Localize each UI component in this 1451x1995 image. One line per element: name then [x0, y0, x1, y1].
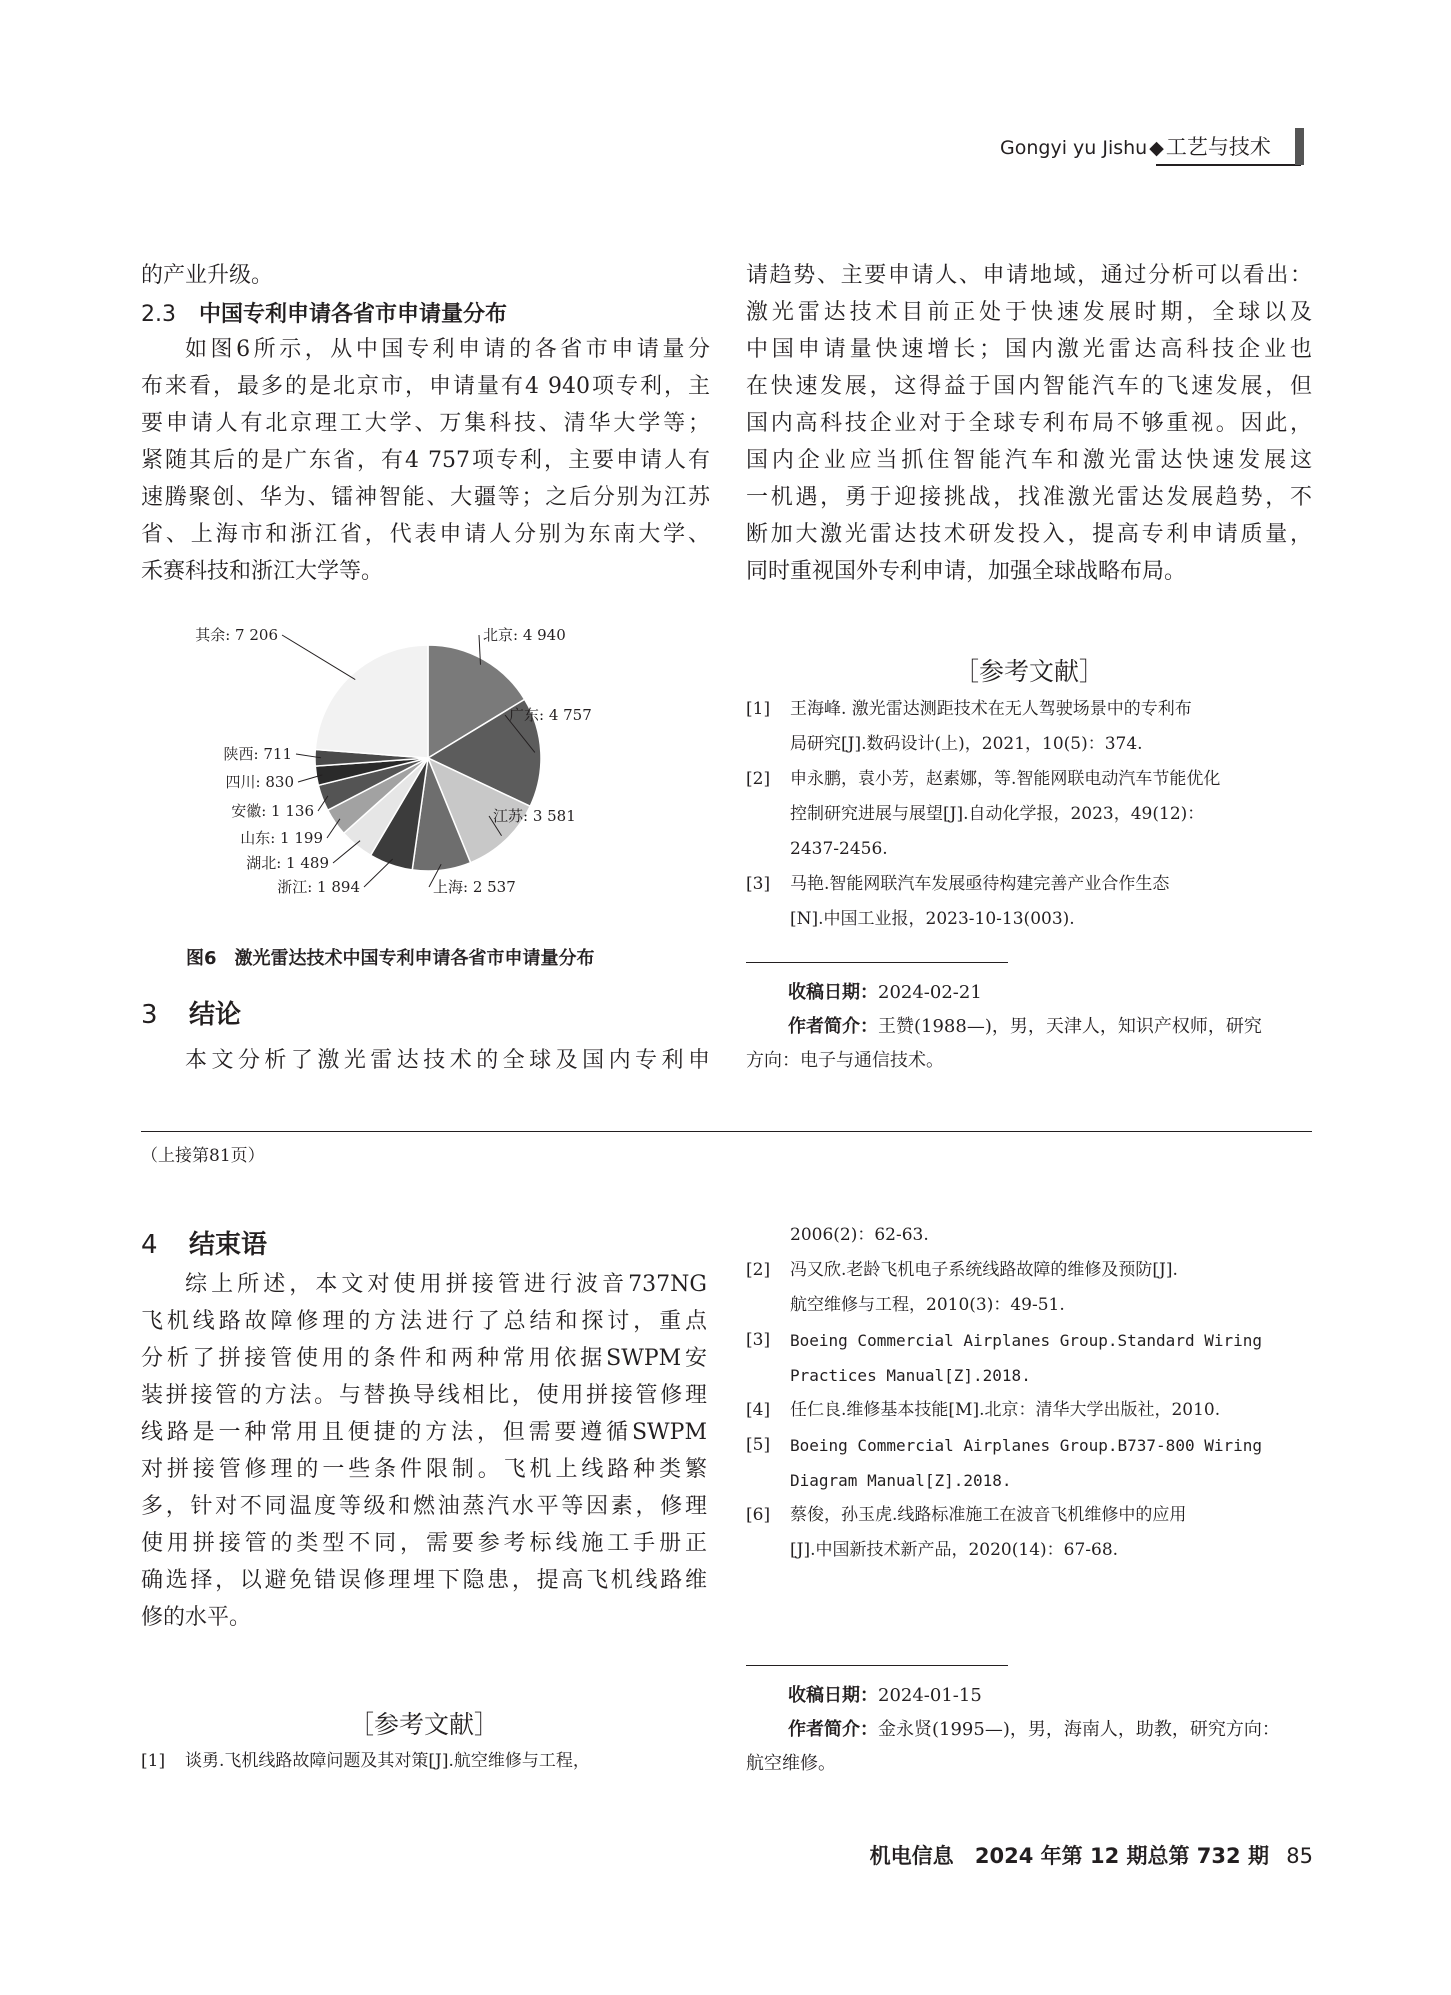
section-2-3-body — [141, 331, 710, 590]
para-line: 请趋势、主要申请人、申请地域，通过分析可以看出： — [746, 263, 1312, 288]
para-line: 在快速发展，这得益于国内智能汽车的飞速发展，但 — [746, 374, 1312, 399]
page-footer — [870, 1840, 1313, 1870]
pie-slice-label: 湖北: 1 489 — [246, 854, 329, 872]
pie-slice-label: 山东: 1 199 — [240, 829, 323, 847]
para-line: 省、上海市和浙江省，代表申请人分别为东南大学、 — [141, 522, 710, 547]
pie-slice-label: 四川: 830 — [225, 773, 294, 791]
pie-slice-label: 安徽: 1 136 — [231, 802, 314, 820]
reference-line: 任仁良.维修基本技能[M].北京：清华大学出版社，2010. — [790, 1400, 1221, 1420]
diamond-icon: ◆ — [1149, 137, 1164, 159]
reference-line: 航空维修与工程，2010(3)：49-51. — [790, 1295, 1065, 1315]
section-number: 2.3 — [141, 302, 176, 327]
author-line: 王赞(1988—)，男，天津人，知识产权师，研究 — [878, 1016, 1262, 1037]
references-list-continued — [746, 1218, 1312, 1568]
para-line: 断加大激光雷达技术研发投入，提高专利申请质量， — [746, 522, 1312, 547]
issue-info: 2024 年第 12 期总第 732 期 — [974, 1844, 1269, 1868]
para-line: 使用拼接管的类型不同，需要参考标线施工手册正 — [141, 1531, 707, 1556]
section-number: 3 — [141, 1000, 158, 1030]
para-line: 本文分析了激光雷达技术的全球及国内专利申 — [185, 1048, 710, 1073]
section-title: 结束语 — [189, 1230, 268, 1260]
reference-item — [746, 1218, 1312, 1253]
received-value: 2024-02-21 — [878, 982, 982, 1003]
reference-item — [746, 867, 1312, 937]
reference-line: [J].中国新技术新产品，2020(14)：67-68. — [790, 1540, 1119, 1560]
reference-number: [1] — [746, 699, 771, 719]
section-heading-4 — [141, 1224, 267, 1261]
para-line: 布来看，最多的是北京市，申请量有4 940项专利，主 — [141, 374, 710, 399]
pie-slice-label: 其余: 7 206 — [195, 626, 278, 644]
running-header — [1000, 131, 1271, 161]
author-info — [746, 1713, 1312, 1781]
para-line: 多，针对不同温度等级和燃油蒸汽水平等因素，修理 — [141, 1494, 707, 1519]
intro-line: 的产业升级。 — [141, 263, 274, 288]
reference-number: [2] — [746, 769, 771, 789]
section-title: 中国专利申请各省市申请量分布 — [199, 302, 508, 327]
author-info — [746, 1010, 1312, 1078]
header-underline — [1156, 164, 1301, 166]
reference-line: Boeing Commercial Airplanes Group.Standard Wiring — [790, 1331, 1263, 1350]
received-label: 收稿日期： — [788, 1685, 878, 1706]
reference-item — [746, 1393, 1312, 1428]
reference-line: Boeing Commercial Airplanes Group.B737-800 Wiring — [790, 1436, 1263, 1455]
pie-chart — [186, 622, 686, 922]
para-line: 同时重视国外专利申请，加强全球战略布局。 — [746, 559, 1187, 584]
reference-number: [2] — [746, 1260, 771, 1280]
reference-item — [746, 762, 1312, 867]
reference-line: 2437-2456. — [790, 839, 888, 859]
author-line: 航空维修。 — [746, 1753, 836, 1774]
journal-name: 机电信息 — [869, 1844, 954, 1868]
header-pinyin: Gongyi yu Jishu — [1000, 137, 1148, 159]
pie-leader-line — [333, 841, 360, 863]
reference-line: 局研究[J].数码设计(上)，2021，10(5)：374. — [790, 734, 1143, 754]
pie-leader-line — [282, 635, 355, 680]
note-divider — [746, 962, 1008, 963]
reference-number: [6] — [746, 1505, 771, 1525]
references-list — [746, 692, 1312, 937]
para-line: 中国申请量快速增长；国内激光雷达高科技企业也 — [746, 337, 1312, 362]
reference-line: 马艳.智能网联汽车发展亟待构建完善产业合作生态 — [790, 874, 1170, 894]
received-value: 2024-01-15 — [878, 1685, 982, 1706]
section-heading-3 — [141, 994, 241, 1031]
author-label: 作者简介： — [788, 1016, 878, 1037]
reference-line: 谈勇.飞机线路故障问题及其对策[J].航空维修与工程， — [185, 1751, 590, 1771]
reference-item — [746, 692, 1312, 762]
para-line: 综上所述，本文对使用拼接管进行波音737NG — [185, 1272, 707, 1297]
section-title: 结论 — [189, 1000, 242, 1030]
para-line: 一机遇，勇于迎接挑战，找准激光雷达发展趋势，不 — [746, 485, 1312, 510]
para-line: 修的水平。 — [141, 1605, 252, 1630]
section-3-body — [141, 1042, 710, 1079]
para-line: 装拼接管的方法。与替换导线相比，使用拼接管修理 — [141, 1383, 707, 1408]
reference-number: [3] — [746, 1330, 771, 1350]
para-line: 国内企业应当抓住智能汽车和激光雷达快速发展这 — [746, 448, 1312, 473]
references-title: ［参考文献］ — [348, 1710, 499, 1739]
para-line: 线路是一种常用且便捷的方法，但需要遵循SWPM — [141, 1420, 707, 1445]
reference-item — [746, 1428, 1312, 1498]
author-line: 金永贤(1995—)，男，海南人，助教，研究方向： — [878, 1719, 1280, 1740]
top-left-column — [141, 257, 710, 294]
para-line: 要申请人有北京理工大学、万集科技、清华大学等； — [141, 411, 710, 436]
header-bar — [1295, 128, 1304, 165]
article-divider — [141, 1131, 1312, 1132]
pie-leader-line — [364, 859, 393, 887]
pie-leader-line — [327, 819, 340, 838]
para-line: 国内高科技企业对于全球专利布局不够重视。因此， — [746, 411, 1312, 436]
top-right-column — [746, 257, 1312, 590]
para-line: 紧随其后的是广东省，有4 757项专利，主要申请人有 — [141, 448, 710, 473]
pie-slice-label: 陕西: 711 — [223, 745, 292, 763]
reference-line: 冯又欣.老龄飞机电子系统线路故障的维修及预防[J]. — [790, 1260, 1178, 1280]
reference-number: [3] — [746, 874, 771, 894]
reference-number: [1] — [141, 1751, 166, 1771]
para-line: 对拼接管修理的一些条件限制。飞机上线路种类繁 — [141, 1457, 707, 1482]
section-4-body — [141, 1266, 707, 1636]
continued-note: （上接第81页） — [141, 1146, 265, 1166]
para-line: 确选择，以避免错误修理埋下隐患，提高飞机线路维 — [141, 1568, 707, 1593]
received-date — [788, 1681, 982, 1707]
author-label: 作者简介： — [788, 1719, 878, 1740]
references-list — [141, 1744, 707, 1779]
reference-line: 2006(2)：62-63. — [790, 1225, 929, 1245]
pie-slice-label: 北京: 4 940 — [483, 626, 566, 644]
received-date — [788, 978, 982, 1004]
section-number: 4 — [141, 1230, 158, 1260]
author-line: 方向：电子与通信技术。 — [746, 1050, 944, 1071]
para-line: 如图6所示，从中国专利申请的各省市申请量分 — [185, 337, 710, 362]
para-line: 飞机线路故障修理的方法进行了总结和探讨，重点 — [141, 1309, 707, 1334]
note-divider — [746, 1665, 1008, 1666]
received-label: 收稿日期： — [788, 982, 878, 1003]
reference-line: 控制研究进展与展望[J].自动化学报，2023，49(12)： — [790, 804, 1205, 824]
reference-line: Diagram Manual[Z].2018. — [790, 1471, 1012, 1490]
para-line: 分析了拼接管使用的条件和两种常用依据SWPM安 — [141, 1346, 707, 1371]
section-heading-2-3 — [141, 297, 507, 328]
reference-number: [4] — [746, 1400, 771, 1420]
pie-slice-label: 浙江: 1 894 — [277, 878, 360, 896]
reference-line: 王海峰. 激光雷达测距技术在无人驾驶场景中的专利布 — [790, 699, 1192, 719]
reference-line: 申永鹏，袁小芳，赵素娜，等.智能网联电动汽车节能优化 — [790, 769, 1221, 789]
para-line: 激光雷达技术目前正处于快速发展时期，全球以及 — [746, 300, 1312, 325]
para-line: 速腾聚创、华为、镭神智能、大疆等；之后分别为江苏 — [141, 485, 710, 510]
reference-line: Practices Manual[Z].2018. — [790, 1366, 1031, 1385]
reference-item — [746, 1253, 1312, 1323]
reference-item — [141, 1744, 707, 1779]
pie-slice — [315, 645, 428, 758]
reference-line: 蔡俊，孙玉虎.线路标准施工在波音飞机维修中的应用 — [790, 1505, 1187, 1525]
reference-item — [746, 1323, 1312, 1393]
pie-slice-label: 江苏: 3 581 — [493, 807, 576, 825]
page-number: 85 — [1286, 1844, 1313, 1868]
reference-number: [5] — [746, 1435, 771, 1455]
pie-slice-label: 上海: 2 537 — [433, 878, 516, 896]
figure-caption: 图6 激光雷达技术中国专利申请各省市申请量分布 — [186, 948, 595, 969]
references-title: ［参考文献］ — [953, 657, 1104, 686]
reference-item — [746, 1498, 1312, 1568]
header-section: 工艺与技术 — [1165, 135, 1271, 159]
para-line: 禾赛科技和浙江大学等。 — [141, 559, 384, 584]
pie-slice-label: 广东: 4 757 — [509, 706, 592, 724]
reference-line: [N].中国工业报，2023-10-13(003). — [790, 909, 1075, 929]
